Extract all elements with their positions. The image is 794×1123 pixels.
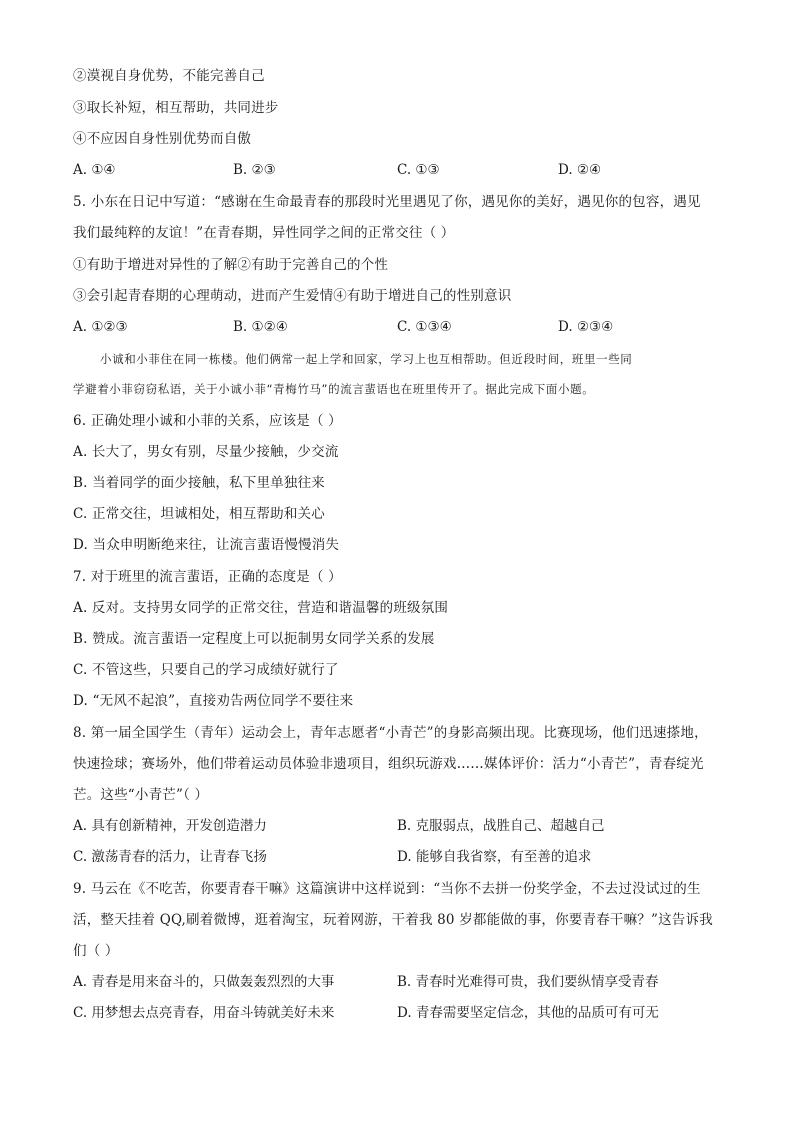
statement-2: ②漠视自身优势，不能完善自己 bbox=[73, 68, 265, 84]
q9-option-c: C. 用梦想去点亮青春，用奋斗铸就美好未来 bbox=[73, 1005, 335, 1021]
q4-option-c: C. ①③ bbox=[397, 162, 440, 178]
q9-stem-line2: 活，整天挂着 QQ,刷着微博，逛着淘宝，玩着网游，干着我 80 岁都能做的事，你要青春干嘛？”这告诉我 bbox=[73, 912, 713, 928]
q8-stem-line1: 8. 第一届全国学生（青年）运动会上，青年志愿者“小青芒”的身影高频出现。比赛现场，他们迅速搽地， bbox=[73, 725, 708, 741]
q8-option-c: C. 激荡青春的活力，让青春飞扬 bbox=[73, 849, 267, 865]
q9-option-b: B. 青春时光难得可贵，我们要纵情享受青春 bbox=[397, 974, 659, 990]
q8-stem-line2: 快速捡球；赛场外，他们带着运动员体验非遗项目，组织玩游戏……媒体评价：活力“小青芒”，青春绽光 bbox=[73, 756, 704, 772]
passage-line2: 学避着小菲窃窃私语，关于小诚小菲“青梅竹马”的流言蜚语也在班里传开了。据此完成下面小题。 bbox=[73, 382, 595, 396]
q4-option-a: A. ①④ bbox=[73, 162, 116, 178]
q7-option-d: D. “无风不起浪”，直接劝告两位同学不要往来 bbox=[73, 693, 354, 709]
q5-option-c: C. ①③④ bbox=[397, 319, 452, 335]
q8-stem-line3: 芒。这些“小青芒”（ ） bbox=[73, 787, 209, 803]
q7-option-c: C. 不管这些，只要自己的学习成绩好就行了 bbox=[73, 662, 339, 678]
q9-option-a: A. 青春是用来奋斗的，只做轰轰烈烈的大事 bbox=[73, 974, 335, 990]
statement-4: ④不应因自身性别优势而自傲 bbox=[73, 131, 252, 147]
q8-option-b: B. 克服弱点，战胜自己、超越自己 bbox=[397, 818, 605, 834]
q4-option-d: D. ②④ bbox=[558, 162, 602, 178]
q5-stem-line1: 5. 小东在日记中写道：“感谢在生命最青春的那段时光里遇见了你，遇见你的美好，遇见你的包容，遇见 bbox=[73, 194, 701, 210]
q8-option-d: D. 能够自我省察，有至善的追求 bbox=[397, 849, 592, 865]
q5-stem-line2: 我们最纯粹的友谊！”在青春期，异性同学之间的正常交往（ ） bbox=[73, 225, 455, 241]
q8-option-a: A. 具有创新精神，开发创造潜力 bbox=[73, 818, 267, 834]
q6-option-c: C. 正常交往，坦诚相处，相互帮助和关心 bbox=[73, 506, 325, 522]
q9-option-d: D. 青春需要坚定信念，其他的品质可有可无 bbox=[397, 1005, 659, 1021]
q9-stem-line1: 9. 马云在《不吃苦，你要青春干嘛》这篇演讲中这样说到：“当你不去拼一份奖学金，不去过没试过的生 bbox=[73, 881, 701, 897]
q9-stem-line3: 们（ ） bbox=[73, 943, 119, 959]
q6-option-d: D. 当众申明断绝来往，让流言蜚语慢慢消失 bbox=[73, 537, 340, 553]
q5-item-line2: ③会引起青春期的心理萌动，进而产生爱情④有助于增进自己的性别意识 bbox=[73, 288, 512, 304]
q7-stem: 7. 对于班里的流言蜚语，正确的态度是（ ） bbox=[73, 569, 342, 585]
statement-3: ③取长补短，相互帮助，共同进步 bbox=[73, 100, 279, 116]
q6-option-b: B. 当着同学的面少接触，私下里单独往来 bbox=[73, 475, 326, 491]
q5-option-d: D. ②③④ bbox=[558, 319, 614, 335]
q7-option-a: A. 反对。支持男女同学的正常交往，营造和谐温馨的班级氛围 bbox=[73, 600, 449, 616]
q7-option-b: B. 赞成。流言蜚语一定程度上可以扼制男女同学关系的发展 bbox=[73, 631, 435, 647]
q6-stem: 6. 正确处理小诚和小菲的关系，应该是（ ） bbox=[73, 413, 342, 429]
q6-option-a: A. 长大了，男女有别，尽量少接触，少交流 bbox=[73, 444, 339, 460]
q5-option-b: B. ①②④ bbox=[233, 319, 288, 335]
q5-item-line1: ①有助于增进对异性的了解②有助于完善自己的个性 bbox=[73, 257, 389, 273]
q5-option-a: A. ①②③ bbox=[73, 319, 128, 335]
q4-option-b: B. ②③ bbox=[233, 162, 276, 178]
passage-line1: 小诚和小菲住在同一栋楼。他们俩常一起上学和回家，学习上也互相帮助。但近段时间，班里一些同 bbox=[100, 352, 633, 366]
